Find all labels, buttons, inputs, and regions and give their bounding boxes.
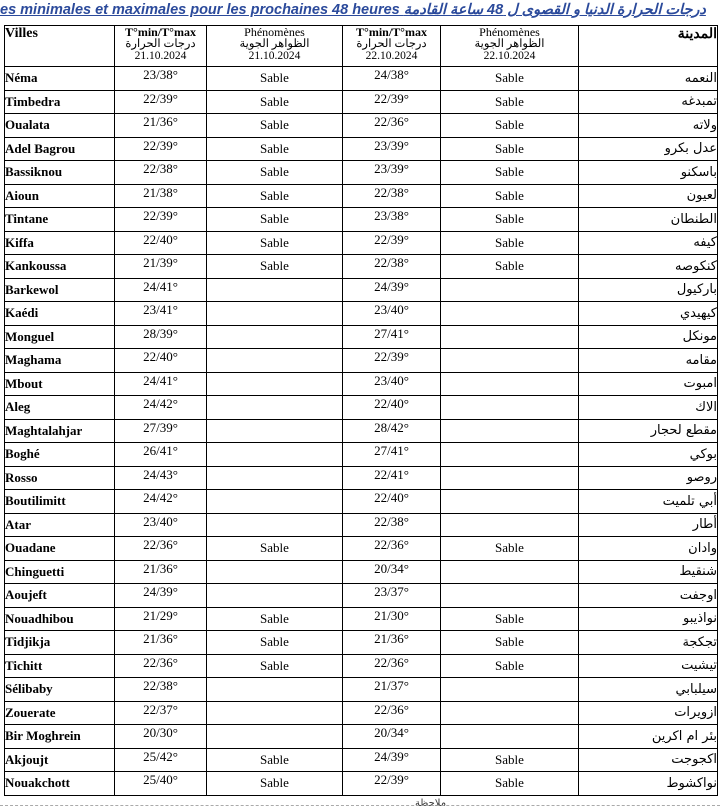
temp-22: 21/36° [343, 631, 441, 655]
header-temp-22 [343, 26, 441, 67]
table-row [5, 278, 718, 302]
temp-21: 22/39° [115, 208, 207, 232]
city-name: Maghtalahjar [5, 419, 115, 443]
phen-22 [441, 584, 579, 608]
temp-22: 22/41° [343, 466, 441, 490]
table-row [5, 725, 718, 749]
city-name-arabic: ازويرات [579, 701, 718, 725]
header-phen-22 [441, 26, 579, 67]
phen-22: Sable [441, 114, 579, 138]
table-header-row [5, 26, 718, 67]
temp-21: 21/36° [115, 114, 207, 138]
phen-22 [441, 325, 579, 349]
header-temp-21-label: T°min/T°max [125, 25, 196, 39]
phen-21 [207, 302, 343, 326]
phen-21: Sable [207, 114, 343, 138]
temp-22: 22/40° [343, 396, 441, 420]
temp-22: 24/39° [343, 748, 441, 772]
temp-22: 23/37° [343, 584, 441, 608]
temp-21: 22/40° [115, 349, 207, 373]
phen-22 [441, 419, 579, 443]
city-name-arabic: كيفه [579, 231, 718, 255]
city-name-arabic: اكجوجت [579, 748, 718, 772]
temp-21: 24/41° [115, 278, 207, 302]
city-name: Boutilimitt [5, 490, 115, 514]
phen-21: Sable [207, 772, 343, 796]
phen-22: Sable [441, 231, 579, 255]
table-row [5, 184, 718, 208]
temp-21: 28/39° [115, 325, 207, 349]
table-row [5, 161, 718, 185]
city-name-arabic: اوجفت [579, 584, 718, 608]
table-row [5, 584, 718, 608]
phen-22: Sable [441, 137, 579, 161]
table-row [5, 654, 718, 678]
table-row [5, 607, 718, 631]
temp-21: 22/38° [115, 678, 207, 702]
temp-21: 21/39° [115, 255, 207, 279]
city-name-arabic: شنقيط [579, 560, 718, 584]
temp-21: 24/42° [115, 490, 207, 514]
phen-21: Sable [207, 607, 343, 631]
city-name: Akjoujt [5, 748, 115, 772]
temp-22: 22/39° [343, 90, 441, 114]
city-name-arabic: نواذيبو [579, 607, 718, 631]
city-name: Zouerate [5, 701, 115, 725]
phen-21 [207, 419, 343, 443]
phen-21: Sable [207, 137, 343, 161]
city-name-arabic: مقامه [579, 349, 718, 373]
temp-22: 27/41° [343, 443, 441, 467]
temp-21: 21/38° [115, 184, 207, 208]
phen-22 [441, 302, 579, 326]
table-row [5, 537, 718, 561]
city-name: Barkewol [5, 278, 115, 302]
temp-22: 22/36° [343, 114, 441, 138]
temp-21: 27/39° [115, 419, 207, 443]
city-name: Ouadane [5, 537, 115, 561]
city-name: Oualata [5, 114, 115, 138]
city-name: Boghé [5, 443, 115, 467]
header-madina: المدينة [579, 26, 718, 67]
temp-21: 22/36° [115, 537, 207, 561]
page-divider [0, 805, 720, 806]
phen-21 [207, 584, 343, 608]
city-name-arabic: أبي تلميت [579, 490, 718, 514]
phen-21: Sable [207, 748, 343, 772]
city-name: Aioun [5, 184, 115, 208]
city-name: Aoujeft [5, 584, 115, 608]
temp-21: 21/36° [115, 631, 207, 655]
header-phen-21-date: 21.10.2024 [248, 50, 301, 62]
header-temp-21-date: 21.10.2024 [134, 50, 187, 62]
table-body [5, 67, 718, 796]
header-temp-22-arabic: درجات الحرارة [356, 38, 427, 50]
temp-21: 20/30° [115, 725, 207, 749]
table-row [5, 466, 718, 490]
temp-22: 22/36° [343, 537, 441, 561]
temp-22: 22/38° [343, 513, 441, 537]
temp-22: 22/40° [343, 490, 441, 514]
phen-22: Sable [441, 184, 579, 208]
header-temp-21 [115, 26, 207, 67]
header-temp-21-arabic: درجات الحرارة [125, 38, 196, 50]
city-name-arabic: بئر ام اكرين [579, 725, 718, 749]
city-name-arabic: الطنطان [579, 208, 718, 232]
city-name-arabic: مونكل [579, 325, 718, 349]
table-row [5, 114, 718, 138]
table-row [5, 208, 718, 232]
city-name-arabic: تجكجة [579, 631, 718, 655]
phen-22 [441, 560, 579, 584]
phen-21: Sable [207, 537, 343, 561]
city-name-arabic: تيشيت [579, 654, 718, 678]
temp-21: 24/43° [115, 466, 207, 490]
temp-22: 22/39° [343, 772, 441, 796]
header-phen-21-arabic: الظواهر الجوية [239, 38, 310, 50]
city-name: Mbout [5, 372, 115, 396]
phen-22: Sable [441, 748, 579, 772]
city-name: Atar [5, 513, 115, 537]
temp-22: 22/38° [343, 255, 441, 279]
city-name: Bir Moghrein [5, 725, 115, 749]
table-row [5, 772, 718, 796]
temp-22: 23/40° [343, 372, 441, 396]
temp-21: 21/29° [115, 607, 207, 631]
city-name-arabic: باسكنو [579, 161, 718, 185]
table-row [5, 302, 718, 326]
header-villes: Villes [5, 26, 115, 67]
phen-22: Sable [441, 772, 579, 796]
phen-22: Sable [441, 90, 579, 114]
city-name-arabic: كيهيدي [579, 302, 718, 326]
temp-22: 22/39° [343, 349, 441, 373]
table-row [5, 67, 718, 91]
phen-21 [207, 560, 343, 584]
temp-21: 22/38° [115, 161, 207, 185]
header-phen-21 [207, 26, 343, 67]
phen-22: Sable [441, 631, 579, 655]
city-name: Monguel [5, 325, 115, 349]
city-name-arabic: امبوت [579, 372, 718, 396]
phen-21: Sable [207, 654, 343, 678]
phen-21: Sable [207, 255, 343, 279]
temp-22: 20/34° [343, 725, 441, 749]
phen-22 [441, 396, 579, 420]
header-temp-22-label: T°min/T°max [356, 25, 427, 39]
temp-22: 23/40° [343, 302, 441, 326]
city-name-arabic: الاك [579, 396, 718, 420]
phen-21 [207, 349, 343, 373]
temp-21: 24/39° [115, 584, 207, 608]
table-row [5, 631, 718, 655]
table-row [5, 560, 718, 584]
phen-22 [441, 513, 579, 537]
table-row [5, 443, 718, 467]
phen-22 [441, 278, 579, 302]
phen-21 [207, 513, 343, 537]
phen-21 [207, 490, 343, 514]
phen-22 [441, 725, 579, 749]
phen-21: Sable [207, 208, 343, 232]
city-name: Rosso [5, 466, 115, 490]
temp-22: 23/38° [343, 208, 441, 232]
city-name-arabic: وادان [579, 537, 718, 561]
temp-22: 21/30° [343, 607, 441, 631]
phen-22 [441, 372, 579, 396]
city-name-arabic: تمبدغه [579, 90, 718, 114]
table-row [5, 419, 718, 443]
phen-22 [441, 466, 579, 490]
phen-22 [441, 443, 579, 467]
header-temp-22-date: 22.10.2024 [365, 50, 418, 62]
temp-21: 25/42° [115, 748, 207, 772]
phen-21 [207, 372, 343, 396]
temp-21: 26/41° [115, 443, 207, 467]
temp-22: 23/39° [343, 137, 441, 161]
city-name-arabic: بوكي [579, 443, 718, 467]
table-row [5, 701, 718, 725]
phen-21 [207, 678, 343, 702]
footer-note: ملاحظة [415, 798, 447, 809]
phen-22 [441, 490, 579, 514]
phen-22: Sable [441, 607, 579, 631]
city-name-arabic: عدل بكرو [579, 137, 718, 161]
city-name: Kiffa [5, 231, 115, 255]
phen-21: Sable [207, 90, 343, 114]
temp-22: 28/42° [343, 419, 441, 443]
temp-22: 22/36° [343, 701, 441, 725]
phen-21 [207, 278, 343, 302]
temp-21: 23/38° [115, 67, 207, 91]
table-row [5, 678, 718, 702]
city-name: Tidjikja [5, 631, 115, 655]
city-name: Timbedra [5, 90, 115, 114]
temp-21: 22/39° [115, 137, 207, 161]
temp-21: 25/40° [115, 772, 207, 796]
city-name: Maghama [5, 349, 115, 373]
phen-22: Sable [441, 255, 579, 279]
header-phen-22-label: Phénomènes [479, 25, 540, 39]
temp-21: 22/40° [115, 231, 207, 255]
phen-22: Sable [441, 654, 579, 678]
phen-21 [207, 325, 343, 349]
phen-21: Sable [207, 184, 343, 208]
phen-22: Sable [441, 537, 579, 561]
phen-22: Sable [441, 161, 579, 185]
table-row [5, 513, 718, 537]
city-name: Adel Bagrou [5, 137, 115, 161]
temp-22: 21/37° [343, 678, 441, 702]
temp-22: 22/36° [343, 654, 441, 678]
city-name: Chinguetti [5, 560, 115, 584]
city-name: Bassiknou [5, 161, 115, 185]
city-name-arabic: ولاته [579, 114, 718, 138]
temp-22: 24/39° [343, 278, 441, 302]
temp-22: 24/38° [343, 67, 441, 91]
city-name: Sélibaby [5, 678, 115, 702]
temp-21: 24/41° [115, 372, 207, 396]
table-row [5, 325, 718, 349]
city-name: Nouakchott [5, 772, 115, 796]
phen-21: Sable [207, 67, 343, 91]
city-name: Aleg [5, 396, 115, 420]
temp-22: 20/34° [343, 560, 441, 584]
city-name-arabic: روصو [579, 466, 718, 490]
table-row [5, 372, 718, 396]
temp-21: 23/41° [115, 302, 207, 326]
phen-22 [441, 701, 579, 725]
phen-22: Sable [441, 208, 579, 232]
table-row [5, 137, 718, 161]
city-name-arabic: مقطع لحجار [579, 419, 718, 443]
phen-22: Sable [441, 67, 579, 91]
table-row [5, 349, 718, 373]
phen-21: Sable [207, 631, 343, 655]
phen-21 [207, 396, 343, 420]
temp-21: 22/37° [115, 701, 207, 725]
city-name: Tintane [5, 208, 115, 232]
city-name-arabic: سيلبابي [579, 678, 718, 702]
temp-21: 24/42° [115, 396, 207, 420]
phen-21: Sable [207, 161, 343, 185]
table-row [5, 490, 718, 514]
temp-22: 27/41° [343, 325, 441, 349]
page-title: es minimales et maximales pour les prochaines 48 heures درجات الحرارة الدنيا و القصوى ل 48 ساعة القادمة [0, 2, 706, 18]
temp-21: 22/39° [115, 90, 207, 114]
temp-21: 23/40° [115, 513, 207, 537]
temp-22: 23/39° [343, 161, 441, 185]
header-phen-22-arabic: الظواهر الجوية [474, 38, 545, 50]
forecast-table [4, 25, 718, 796]
header-phen-22-date: 22.10.2024 [483, 50, 536, 62]
phen-21 [207, 443, 343, 467]
phen-22 [441, 678, 579, 702]
city-name-arabic: النعمه [579, 67, 718, 91]
city-name-arabic: نواكشوط [579, 772, 718, 796]
temp-21: 22/36° [115, 654, 207, 678]
city-name: Nouadhibou [5, 607, 115, 631]
temp-22: 22/38° [343, 184, 441, 208]
header-phen-21-label: Phénomènes [244, 25, 305, 39]
city-name-arabic: أطار [579, 513, 718, 537]
table-row [5, 748, 718, 772]
phen-21: Sable [207, 231, 343, 255]
city-name: Néma [5, 67, 115, 91]
phen-22 [441, 349, 579, 373]
phen-21 [207, 701, 343, 725]
phen-21 [207, 466, 343, 490]
city-name-arabic: لعيون [579, 184, 718, 208]
phen-21 [207, 725, 343, 749]
temp-21: 21/36° [115, 560, 207, 584]
city-name: Kaédi [5, 302, 115, 326]
city-name-arabic: كنكوصه [579, 255, 718, 279]
table-row [5, 255, 718, 279]
table-row [5, 396, 718, 420]
table-row [5, 90, 718, 114]
temp-22: 22/39° [343, 231, 441, 255]
city-name: Tichitt [5, 654, 115, 678]
city-name-arabic: باركيول [579, 278, 718, 302]
city-name: Kankoussa [5, 255, 115, 279]
table-row [5, 231, 718, 255]
